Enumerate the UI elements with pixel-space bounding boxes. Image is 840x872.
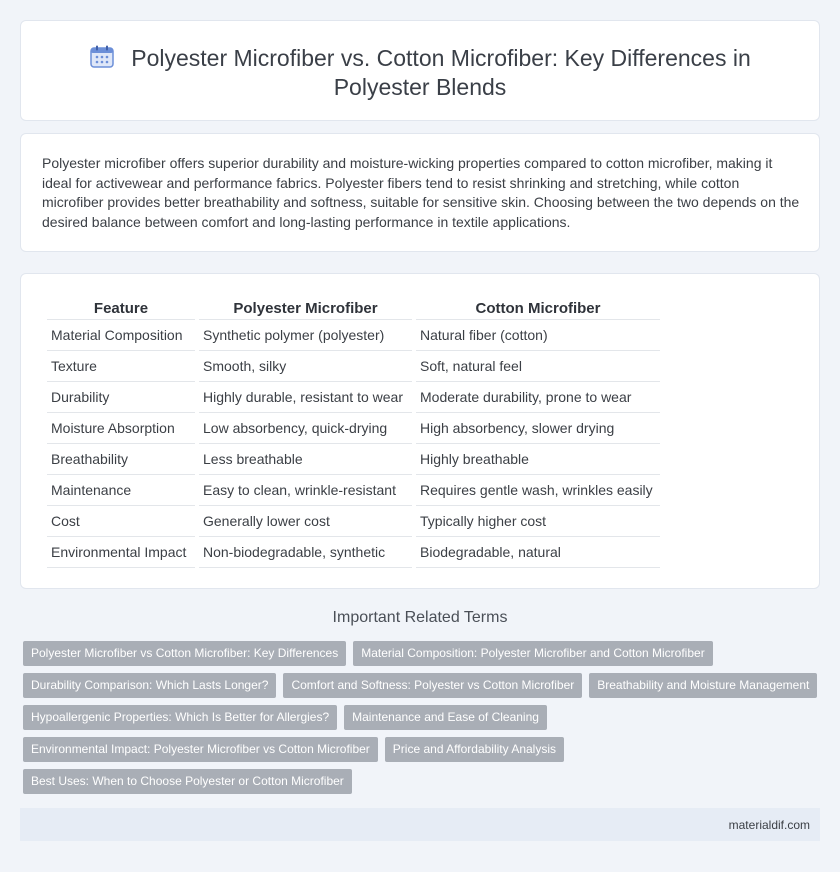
row-feature: Breathability	[47, 444, 195, 475]
footer-site-link[interactable]: materialdif.com	[728, 818, 810, 832]
row-cotton: High absorbency, slower drying	[416, 413, 660, 444]
table-row	[47, 537, 660, 568]
header-polyester: Polyester Microfiber	[199, 294, 412, 320]
row-cotton: Biodegradable, natural	[416, 537, 660, 568]
row-polyester: Less breathable	[199, 444, 412, 475]
row-cotton: Moderate durability, prone to wear	[416, 382, 660, 413]
row-feature: Maintenance	[47, 475, 195, 506]
table-row	[47, 413, 660, 444]
row-cotton: Typically higher cost	[416, 506, 660, 537]
comparison-table	[43, 294, 664, 568]
table-row	[47, 506, 660, 537]
row-cotton: Highly breathable	[416, 444, 660, 475]
row-polyester: Smooth, silky	[199, 351, 412, 382]
row-polyester: Synthetic polymer (polyester)	[199, 320, 412, 351]
intro-paragraph: Polyester microfiber offers superior durability and moisture-wicking properties compared to cotton microfiber, making it ideal for activewear and performance fabrics. Polyester fibers tend to resist shrinking and stretching, while cotton microfiber provides better breathability and softness, suitable for sensitive skin. Choosing between the two depends on the desired balance between comfort and long-lasting performance in textile applications.	[42, 155, 800, 230]
related-term-tag[interactable]: Breathability and Moisture Management	[589, 673, 817, 698]
row-feature: Moisture Absorption	[47, 413, 195, 444]
table-row	[47, 444, 660, 475]
page-title: Polyester Microfiber vs. Cotton Microfiber: Key Differences in Polyester Blends	[131, 45, 751, 100]
related-term-tag[interactable]: Material Composition: Polyester Microfiber and Cotton Microfiber	[353, 641, 712, 666]
related-term-tag[interactable]: Environmental Impact: Polyester Microfiber vs Cotton Microfiber	[23, 737, 378, 762]
row-cotton: Requires gentle wash, wrinkles easily	[416, 475, 660, 506]
related-term-tag[interactable]: Hypoallergenic Properties: Which Is Better for Allergies?	[23, 705, 337, 730]
tag-row	[23, 705, 823, 730]
row-feature: Environmental Impact	[47, 537, 195, 568]
row-feature: Material Composition	[47, 320, 195, 351]
footer	[20, 808, 820, 841]
calendar-icon	[89, 45, 115, 69]
related-term-tag[interactable]: Polyester Microfiber vs Cotton Microfiber: Key Differences	[23, 641, 346, 666]
row-polyester: Low absorbency, quick-drying	[199, 413, 412, 444]
related-terms-heading: Important Related Terms	[332, 609, 508, 626]
related-term-tag[interactable]: Comfort and Softness: Polyester vs Cotton Microfiber	[283, 673, 582, 698]
table-header-row	[47, 294, 660, 320]
row-polyester: Generally lower cost	[199, 506, 412, 537]
row-feature: Durability	[47, 382, 195, 413]
table-row	[47, 382, 660, 413]
title-card	[20, 20, 820, 121]
comparison-card	[20, 273, 820, 589]
row-cotton: Soft, natural feel	[416, 351, 660, 382]
table-row	[47, 351, 660, 382]
tag-row	[23, 737, 823, 762]
page-title-wrap	[61, 44, 779, 102]
related-terms-list	[23, 641, 823, 801]
related-term-tag[interactable]: Price and Affordability Analysis	[385, 737, 564, 762]
header-feature: Feature	[47, 294, 195, 320]
row-polyester: Non-biodegradable, synthetic	[199, 537, 412, 568]
row-polyester: Highly durable, resistant to wear	[199, 382, 412, 413]
row-feature: Texture	[47, 351, 195, 382]
tag-row	[23, 769, 823, 794]
header-cotton: Cotton Microfiber	[416, 294, 660, 320]
table-row	[47, 475, 660, 506]
tag-row	[23, 673, 823, 698]
table-row	[47, 320, 660, 351]
row-polyester: Easy to clean, wrinkle-resistant	[199, 475, 412, 506]
related-term-tag[interactable]: Maintenance and Ease of Cleaning	[344, 705, 547, 730]
related-term-tag[interactable]: Best Uses: When to Choose Polyester or Cotton Microfiber	[23, 769, 352, 794]
row-feature: Cost	[47, 506, 195, 537]
intro-card	[20, 133, 820, 252]
tag-row	[23, 641, 823, 666]
related-term-tag[interactable]: Durability Comparison: Which Lasts Longer?	[23, 673, 276, 698]
row-cotton: Natural fiber (cotton)	[416, 320, 660, 351]
